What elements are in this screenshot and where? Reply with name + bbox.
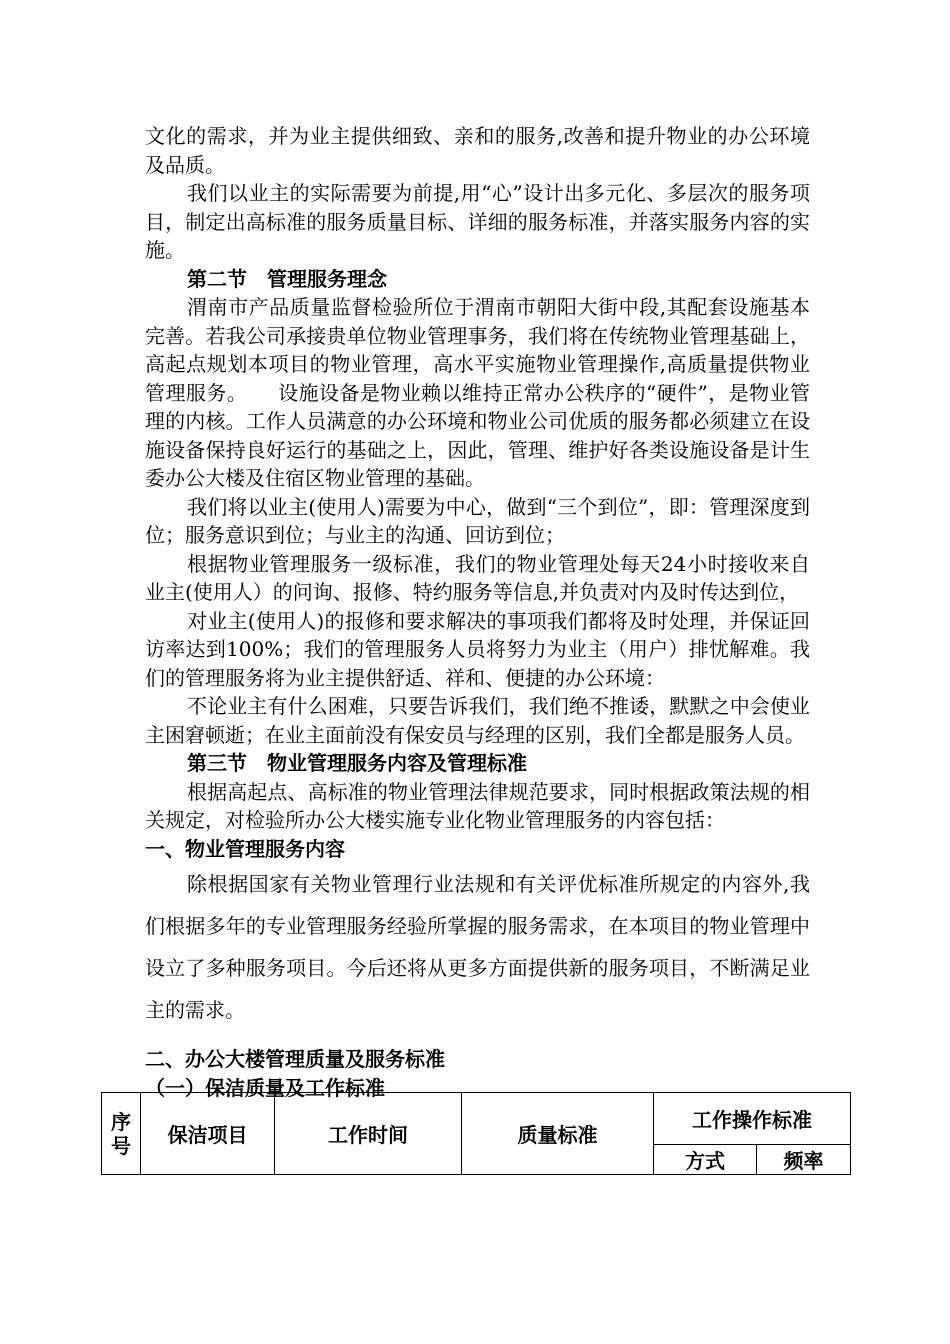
- paragraph: 根据高起点、高标准的物业管理法律规范要求，同时根据政策法规的相关规定，对检验所办公大楼实施专业化物业管理服务的内容包括：: [145, 779, 810, 832]
- header-seq-char2: 号: [111, 1133, 131, 1158]
- section-heading: 第三节 物业管理服务内容及管理标准: [187, 751, 527, 775]
- paragraph: 我们以业主的实际需要为前提,用“心”设计出多元化、多层次的服务项目，制定出高标准的服务质量目标、详细的服务标准，并落实服务内容的实施。: [145, 181, 810, 262]
- header-cleaning-item: 保洁项目: [141, 1093, 275, 1175]
- header-operation-standard: 工作操作标准: [654, 1093, 851, 1145]
- header-work-time: 工作时间: [275, 1093, 462, 1175]
- paragraph: 对业主(使用人)的报修和要求解决的事项我们都将及时处理，并保证回访率达到100%；我们的管理服务人员将努力为业主（用户）排忧解难。我们的管理服务将为业主提供舒适、祥和、便捷的办公环境：: [145, 608, 810, 690]
- paragraph: 除根据国家有关物业管理行业法规和有关评优标准所规定的内容外,我们根据多年的专业管理服务经验所掌握的服务需求，在本项目的物业管理中设立了多种服务项目。今后还将从更多方面提供新的服务项目，不断满足业主的需求。: [145, 872, 810, 1022]
- header-frequency: 频率: [757, 1145, 851, 1175]
- subsection-subheading: （一）保洁质量及工作标准: [145, 1075, 385, 1100]
- header-quality-standard: 质量标准: [462, 1093, 654, 1175]
- cleaning-standard-table: [101, 1092, 851, 1175]
- subsection-heading: 二、办公大楼管理质量及服务标准: [145, 1047, 445, 1071]
- document-body: [145, 122, 810, 1102]
- section-heading: 第二节 管理服务理念: [187, 266, 387, 291]
- header-method: 方式: [654, 1145, 757, 1175]
- header-seq: [102, 1093, 141, 1175]
- paragraph: 不论业主有什么困难，只要告诉我们，我们绝不推诿，默默之中会使业主困窘顿逝；在业主面前没有保安员与经理的区别，我们全都是服务人员。: [145, 694, 810, 747]
- paragraph: 根据物业管理服务一级标准，我们的物业管理处每天24小时接收来自业主(使用人）的问询、报修、特约服务等信息,并负责对内及时传达到位，: [145, 551, 810, 604]
- paragraph: 文化的需求，并为业主提供细致、亲和的服务,改善和提升物业的办公环境及品质。: [145, 124, 810, 177]
- subsection-heading: 一、物业管理服务内容: [145, 836, 345, 861]
- paragraph: 渭南市产品质量监督检验所位于渭南市朝阳大街中段,其配套设施基本完善。若我公司承接贵单位物业管理事务，我们将在传统物业管理基础上，高起点规划本项目的物业管理，高水平实施物业管理操作,高质量提供物业管理服务。 设施设备是物业赖以维持正常办公秩序的“硬件”，是物业管理的内核。工作人员满意的办公环境和物业公司优质的服务都必须建立在设施设备保持良好运行的基础之上，因此，管理、维护好各类设施设备是计生委办公大楼及住宿区物业管理的基础。: [145, 295, 810, 490]
- table-header-row: [102, 1093, 851, 1145]
- header-seq-char1: 序: [111, 1109, 131, 1134]
- paragraph: 我们将以业主(使用人)需要为中心，做到“三个到位”，即：管理深度到位；服务意识到位；与业主的沟通、回访到位；: [145, 494, 810, 547]
